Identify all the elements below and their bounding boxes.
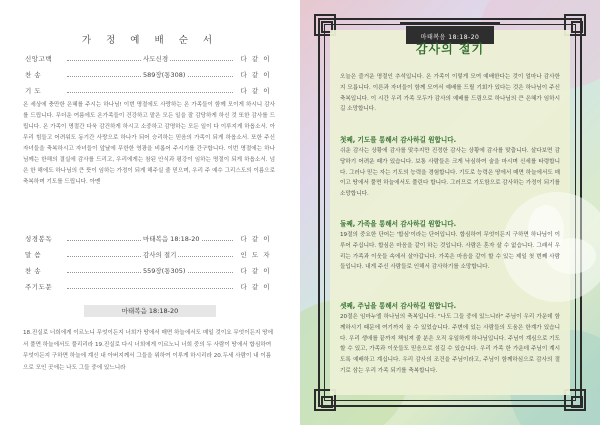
order-who: 다 같 이 (240, 283, 271, 291)
order-row-sermon (23, 249, 273, 261)
order-row-reading (23, 233, 273, 245)
prayer-text: 온 세상에 충만한 은혜를 주시는 하나님! 이번 명절에도 사랑하는 온 가족들이 함께 모이게 하시니 감사를 드립니다. 무더운 여름에도 온가족들이 건강하고 맡은 모든 일을 잘 감당하게 하신 것 또한 감사를 드립니다. 온 가족이 명절간 다욱 감건하게 하시고 소중하고 감명하는 모든 일이 다 이루지게 하옵소서. 아무리 힘들고 어려워도 동기간 사랑으로 하나가 되어 승리하는 믿음의 가족이 되게 하옵소서. 또한 주신 자녀들을 축복하시고 자녀들이 앞날에 무한한 영광을 비롭어 주시기를 간구합니다. 이번 명절에는 하나님께는 한해의 결실에 감사를 드리고, 우리에게는 참된 안식과 평강이 임하는 명절이 되게 하옵소서. 넘은 한 해에도 하나님의 큰 뜻이 임하는 가정이 되게 해주실 줄 믿으며, 우리 주 예수 그리스도의 이름으로 축복하며 기도를 드립니다. 아멘 (23, 102, 275, 185)
point-3-heading: 셋째, 주님을 통해서 감사하길 원합니다. (340, 302, 457, 310)
order-who: 인 도 자 (240, 251, 271, 259)
point-3-text: 20절은 임마누엘 하나님의 축복입니다. "나도 그들 중에 있느니라" 주님이 우리 가운데 함께하시기 때문에 여기까지 올 수 있었습니다. 주변에 있는 사람들의 도움은 한계가 있습니다. 우리 생애를 끝까지 책임져 줄 분은 오직 유일하게 하나님입니다. 주님이 계심으로 기도할 수 있고, 가족과 이웃들도 믿음으로 섬길 수 있습니다. 우리 가족 한 가운데 주님이 계시도록 예배하고 계십니다. 우리 감사의 조건을 주님이라고, 주님이 함께하심으로 감사의 절기로 삼는 우리 가족 되기를 축복합니다. (340, 314, 560, 374)
worship-order-title: 가 정 예 배 순 서 (81, 35, 219, 46)
order-content: 589장(통308) (143, 71, 186, 79)
scripture-reference: 마태복음 18:18-20 (420, 34, 480, 41)
order-who: 다 같 이 (240, 55, 271, 63)
order-row-prayer (23, 85, 273, 97)
order-who: 다 같 이 (240, 71, 271, 79)
order-label: 찬 송 (25, 267, 42, 275)
order-content: 사도신경 (143, 55, 169, 63)
order-label: 성경봉독 (25, 235, 53, 243)
order-row-lords-prayer (23, 281, 273, 293)
order-label: 찬 송 (25, 71, 42, 79)
scripture-verses: 18.진실로 너희에게 이르노니 무엇이든지 너희가 땅에서 매면 하늘에서도 매일 것이요 무엇이든지 땅에서 풀면 하늘에서도 풀리리라 19.진실로 다시 너희에게 이르노니 너희 중의 두 사람이 땅에서 합심하여 무엇이든지 구하면 하늘에 계신 내 아버지께서 그들을 위하여 이루게 하시리라 20.두세 사람이 내 이름으로 모인 곳에는 나도 그들 중에 있느니라 (23, 330, 274, 371)
order-who: 다 같 이 (240, 87, 271, 95)
order-who: 다 같 이 (240, 235, 271, 243)
order-content: 559장(통305) (143, 267, 186, 275)
sermon-intro: 오늘은 즐거운 명절인 추석입니다. 온 가족이 이렇게 모여 예배한다는 것이 얼마나 감사한지 모릅니다. 이른과 자녀들이 함께 모여서 예배를 드릴 기회가 있다는 것은 하나님이 주신 축복입니다. 이 시간 우리 가족 모두가 감사의 예배를 드림으로 하나님의 큰 은혜가 임하시길 소망합니다. (340, 74, 560, 113)
point-2-heading: 둘째, 가족을 통해서 감사하길 원합니다. (340, 220, 457, 228)
order-who: 다 같 이 (240, 267, 271, 275)
order-row-creed (23, 53, 273, 65)
point-1-text: 쉬운 감사는 상황에 감사를 맞추지만 진정한 감사는 상황에 감사를 맞춥니다. 살다보면 감당하기 어려운 때가 있습니다. 보통 사람들은 크게 낙심하여 술을 마시며 신세를 타령합니다. 그러나 믿는 자는 기도의 능력을 경험합니다. 기도로 능력은 땅에서 매면 하늘에서도 매이고 땅에서 풀면 하늘에서도 풀린다 합니다. 그러므로 기도함으로 감사하는 가정이 되기를 소망합니다. (340, 148, 560, 198)
sermon-title: 감사의 절기 (415, 42, 485, 56)
order-label: 기 도 (25, 87, 42, 95)
point-1-heading: 첫째, 기도를 통해서 감사하길 원합니다. (340, 136, 457, 144)
passage-title-box: 마태복음 18:18-20 (84, 305, 216, 317)
order-label: 주기도문 (25, 283, 53, 291)
order-label: 신앙고백 (25, 55, 53, 63)
order-label: 말 씀 (25, 251, 42, 259)
order-row-hymn (23, 69, 273, 81)
point-2-text: 19절의 중요한 단어는 '합심'이라는 단어입니다. 합심하여 무엇이든지 구하면 하나님이 이루어 주십니다. 합심은 마음을 같이 하는 것입니다. 사람은 혼자 살 수 없습니다. 그래서 우리는 가족과 이웃들 속에서 살아갑니다. 가족은 마음을 같이 할 수 있는 제일 첫 번째 사람들입니다. 내게 주신 사람들로 인해서 감사하기를 소망합니다. (340, 232, 560, 271)
sermon-page (300, 0, 600, 425)
order-content: 감사의 절기 (143, 251, 177, 259)
order-content: 마태복음 18:18-20 (143, 235, 200, 243)
order-row-hymn-2 (23, 265, 273, 277)
